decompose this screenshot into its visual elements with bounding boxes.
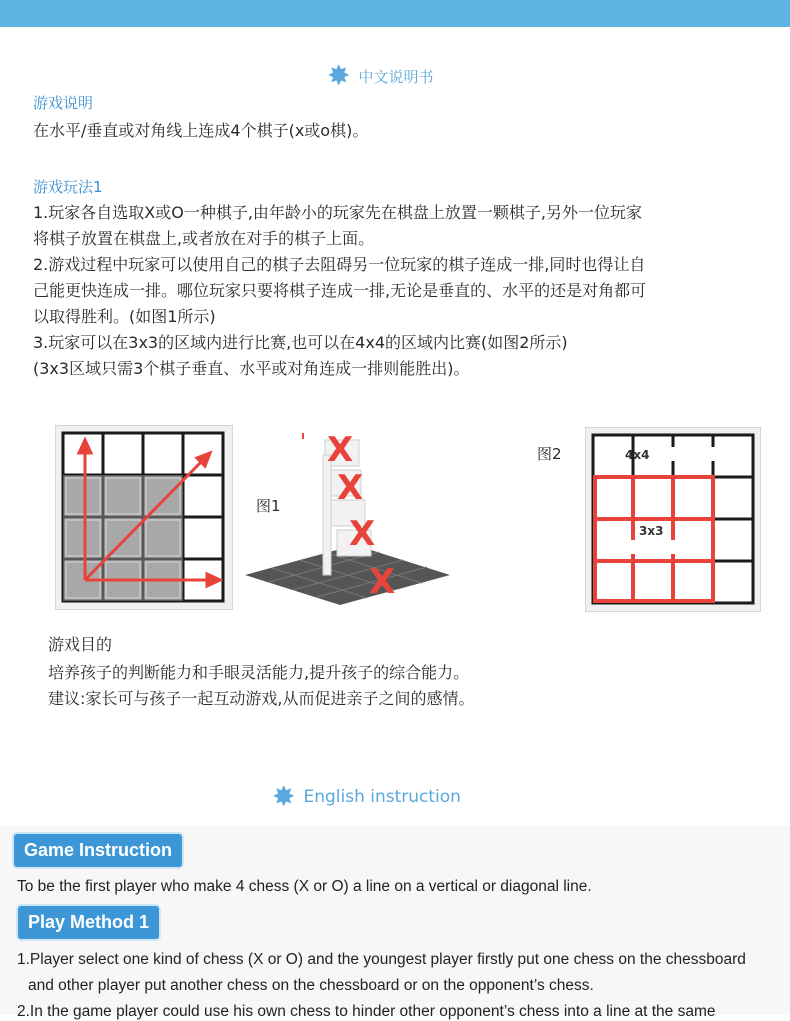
chinese-instruction-title: 中文说明书 bbox=[358, 67, 434, 86]
star-icon: ✸ bbox=[327, 59, 351, 92]
x-piece: X bbox=[327, 430, 354, 470]
method-line: (3x3区域只需3个棋子垂直、水平或对角连成一排则能胜出)。 bbox=[33, 359, 470, 378]
game-instruction-text: To be the first player who make 4 chess (X or O) a line on a vertical or diagonal line. bbox=[17, 878, 592, 895]
method-line: 2.游戏过程中玩家可以使用自己的棋子去阻碍另一位玩家的棋子连成一排,同时也得让自 bbox=[33, 255, 646, 274]
x-piece: X bbox=[369, 562, 396, 602]
method-line: 以取得胜利。(如图1所示) bbox=[33, 307, 216, 326]
board-regions-figure bbox=[585, 427, 761, 612]
goal-title: 游戏目的 bbox=[48, 635, 113, 654]
goal-line: 培养孩子的判断能力和手眼灵活能力,提升孩子的综合能力。 bbox=[48, 663, 470, 682]
goal-line: 建议:家长可与孩子一起互动游戏,从而促进亲子之间的感情。 bbox=[48, 689, 475, 708]
english-instruction-heading bbox=[272, 780, 461, 813]
play-method-line: and other player put another chess on the chessboard or on the opponent’s chess. bbox=[28, 977, 594, 994]
chinese-instruction-heading bbox=[327, 59, 434, 92]
method-title: 游戏玩法1 bbox=[33, 178, 103, 196]
method-line: 己能更快连成一排。哪位玩家只要将棋子连成一排,无论是垂直的、水平的还是对角都可 bbox=[33, 281, 647, 300]
stacked-pieces-figure bbox=[245, 425, 450, 605]
method-text bbox=[33, 200, 646, 382]
play-method-tag: Play Method 1 bbox=[18, 906, 159, 939]
figure-2-label: 图2 bbox=[537, 445, 562, 463]
method-line: 1.玩家各自选取X或O一种棋子,由年龄小的玩家先在棋盘上放置一颗棋子,另外一位玩家 bbox=[33, 203, 642, 222]
method-line: 3.玩家可以在3x3的区域内进行比赛,也可以在4x4的区域内比赛(如图2所示) bbox=[33, 333, 568, 352]
grid-3x3-label: 3x3 bbox=[639, 524, 664, 538]
play-method-line: 1.Player select one kind of chess (X or O) and the youngest player firstly put one chess on the chessboard bbox=[17, 951, 746, 968]
board-arrows-figure bbox=[55, 425, 233, 610]
game-instruction-tag: Game Instruction bbox=[14, 834, 182, 867]
method-line: 将棋子放置在棋盘上,或者放在对手的棋子上面。 bbox=[33, 229, 375, 248]
x-piece: X bbox=[337, 468, 364, 508]
grid-4x4-label: 4x4 bbox=[625, 448, 650, 462]
top-banner bbox=[0, 0, 790, 27]
figure-1-label: 图1 bbox=[256, 497, 281, 515]
english-instruction-title: English instruction bbox=[303, 787, 461, 807]
intro-title: 游戏说明 bbox=[33, 94, 94, 112]
goal-text bbox=[48, 660, 474, 712]
x-piece: X bbox=[349, 514, 376, 554]
intro-text: 在水平/垂直或对角线上连成4个棋子(x或o棋)。 bbox=[33, 121, 369, 140]
star-icon: ✸ bbox=[272, 780, 296, 813]
play-method-line: 2.In the game player could use his own chess to hinder other opponent’s chess into a line at the same bbox=[17, 1003, 716, 1020]
